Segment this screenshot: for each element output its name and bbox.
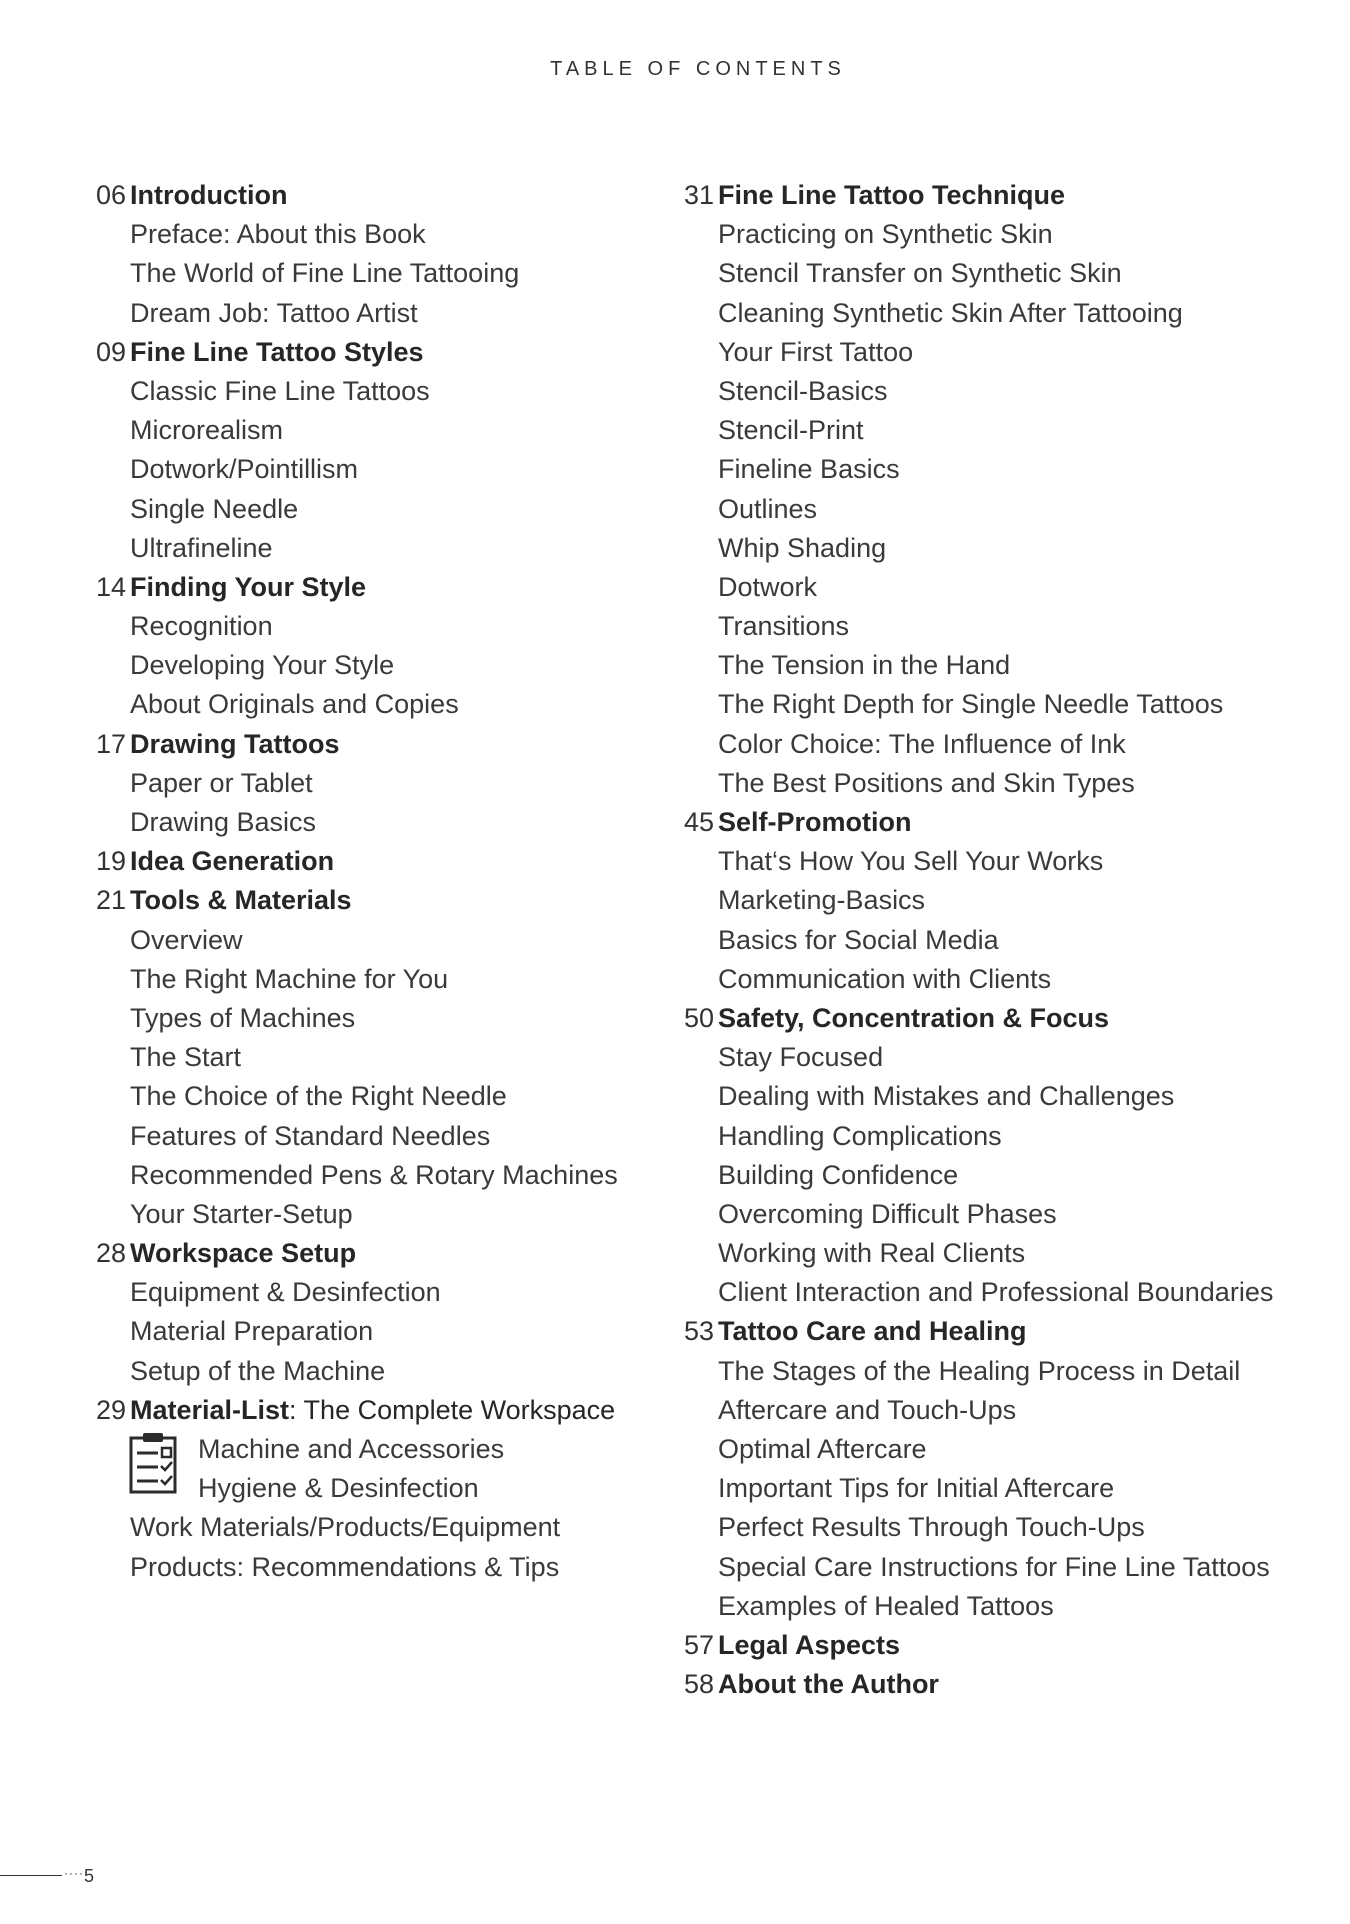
toc-page-number: 58 — [683, 1669, 714, 1700]
toc-subsection-entry[interactable] — [80, 254, 640, 293]
toc-entry-title: Dotwork/Pointillism — [130, 454, 359, 485]
toc-entry-title: Equipment & Desinfection — [130, 1277, 441, 1308]
toc-entry-title: Legal Aspects — [718, 1629, 901, 1660]
page-number: 5 — [84, 1866, 95, 1886]
toc-subsection-entry[interactable] — [668, 1548, 1298, 1587]
toc-subsection-entry[interactable] — [80, 1273, 640, 1312]
toc-page-number: 29 — [95, 1394, 126, 1425]
toc-entry-title: About the Author — [718, 1669, 939, 1700]
toc-entry-title: Examples of Healed Tattoos — [718, 1590, 1054, 1621]
toc-subsection-entry[interactable] — [668, 411, 1298, 450]
toc-entry-title: Working with Real Clients — [718, 1238, 1026, 1269]
toc-entry-title: Preface: About this Book — [130, 219, 426, 250]
clipboard-checklist-icon — [128, 1431, 180, 1495]
toc-entry-title: Drawing Tattoos — [130, 728, 340, 759]
toc-subsection-entry[interactable] — [668, 1156, 1298, 1195]
toc-entry-title: Your Starter-Setup — [130, 1198, 353, 1229]
toc-subsection-entry[interactable] — [80, 921, 640, 960]
toc-subsection-entry[interactable] — [80, 607, 640, 646]
toc-subsection-entry[interactable] — [80, 646, 640, 685]
toc-subsection-entry[interactable] — [80, 999, 640, 1038]
toc-subsection-entry[interactable] — [80, 450, 640, 489]
toc-entry-title: Perfect Results Through Touch-Ups — [718, 1512, 1145, 1543]
toc-subsection-entry[interactable] — [668, 1273, 1298, 1312]
toc-entry-title: Stay Focused — [718, 1042, 884, 1073]
toc-subsection-entry[interactable] — [668, 685, 1298, 724]
toc-chapter-entry[interactable] — [80, 333, 640, 372]
toc-subsection-entry[interactable] — [668, 607, 1298, 646]
toc-entry-title: Idea Generation — [130, 846, 335, 877]
toc-entry-title: Workspace Setup — [130, 1238, 357, 1269]
toc-entry-title: Paper or Tablet — [130, 767, 313, 798]
toc-entry-title: The World of Fine Line Tattooing — [130, 258, 520, 289]
toc-subsection-entry[interactable] — [80, 529, 640, 568]
toc-subsection-entry[interactable] — [668, 372, 1298, 411]
toc-entry-title: Setup of the Machine — [130, 1355, 386, 1386]
toc-entry-title: Marketing-Basics — [718, 885, 926, 916]
toc-entry-title: Optimal Aftercare — [718, 1434, 927, 1464]
toc-entry-title: Recognition — [130, 611, 273, 642]
toc-chapter-entry[interactable] — [668, 176, 1298, 215]
toc-entry-title: Overcoming Difficult Phases — [718, 1198, 1057, 1229]
toc-entry-title: The Best Positions and Skin Types — [718, 767, 1135, 798]
toc-page-number: 19 — [95, 846, 126, 877]
toc-subsection-entry[interactable] — [668, 294, 1298, 333]
toc-subsection-entry[interactable] — [668, 1587, 1298, 1626]
toc-subsection-entry[interactable] — [668, 529, 1298, 568]
toc-entry-title: Stencil-Basics — [718, 375, 888, 406]
toc-entry-title: Stencil Transfer on Synthetic Skin — [718, 258, 1122, 289]
toc-page-number: 17 — [95, 728, 126, 759]
toc-entry-title: Basics for Social Media — [718, 924, 999, 955]
toc-entry-title: Developing Your Style — [130, 650, 395, 681]
toc-entry-title: Dream Job: Tattoo Artist — [130, 297, 418, 328]
toc-entry-title — [130, 1391, 615, 1430]
toc-chapter-entry[interactable] — [668, 1626, 1298, 1665]
toc-subsection-entry[interactable] — [668, 725, 1298, 764]
toc-entry-title: Microrealism — [130, 415, 284, 446]
toc-page-number: 53 — [683, 1316, 714, 1347]
toc-entry-title: Aftercare and Touch-Ups — [718, 1394, 1017, 1425]
toc-subsection-entry[interactable] — [668, 568, 1298, 607]
toc-entry-title: Finding Your Style — [130, 571, 367, 602]
toc-entry-title: Self-Promotion — [718, 807, 912, 837]
toc-entry-title: Fine Line Tattoo Technique — [718, 180, 1065, 210]
toc-subsection-entry[interactable] — [668, 921, 1298, 960]
toc-entry-title: The Right Depth for Single Needle Tattoos — [718, 689, 1224, 720]
toc-chapter-entry[interactable] — [668, 999, 1298, 1038]
toc-subsection-entry[interactable] — [80, 1195, 640, 1234]
toc-chapter-entry[interactable] — [80, 842, 640, 881]
toc-entry-title: Outlines — [718, 493, 818, 524]
toc-chapter-entry[interactable] — [80, 1391, 640, 1430]
toc-entry-title-bold: Material-List — [130, 1394, 290, 1425]
toc-entry-title: Ultrafineline — [130, 532, 273, 563]
toc-entry-title: Handling Complications — [718, 1120, 1002, 1151]
toc-entry-title: About Originals and Copies — [130, 689, 459, 720]
toc-entry-title: Whip Shading — [718, 532, 887, 563]
toc-entry-title: Classic Fine Line Tattoos — [130, 375, 430, 406]
toc-subsection-entry[interactable] — [80, 1156, 640, 1195]
toc-entry-title: Introduction — [130, 180, 288, 210]
toc-subsection-entry[interactable] — [668, 646, 1298, 685]
toc-subsection-entry[interactable] — [80, 764, 640, 803]
toc-right-column — [668, 176, 1298, 1704]
toc-page-number: 06 — [95, 180, 126, 210]
toc-page-number: 50 — [683, 1002, 714, 1033]
toc-page-number: 14 — [95, 571, 126, 602]
toc-entry-title: Work Materials/Products/Equipment — [130, 1512, 561, 1543]
toc-subsection-entry[interactable] — [80, 1117, 640, 1156]
toc-entry-title: Features of Standard Needles — [130, 1120, 491, 1151]
toc-entry-title: Hygiene & Desinfection — [198, 1473, 479, 1504]
toc-chapter-entry[interactable] — [668, 803, 1298, 842]
toc-entry-title: Material Preparation — [130, 1316, 374, 1347]
toc-subsection-entry[interactable] — [668, 1469, 1298, 1508]
toc-entry-title: Recommended Pens & Rotary Machines — [130, 1159, 618, 1190]
toc-chapter-entry[interactable] — [668, 1312, 1298, 1351]
toc-chapter-entry[interactable] — [668, 1665, 1298, 1704]
toc-subsection-entry[interactable] — [80, 1038, 640, 1077]
toc-subsection-entry[interactable] — [80, 1077, 640, 1116]
toc-entry-title: Special Care Instructions for Fine Line Tattoos — [718, 1551, 1270, 1582]
toc-subsection-entry[interactable] — [668, 254, 1298, 293]
footer-dots: ···· — [64, 1866, 84, 1880]
toc-entry-title: Transitions — [718, 611, 850, 642]
toc-subsection-entry[interactable] — [668, 960, 1298, 999]
toc-entry-title: Safety, Concentration & Focus — [718, 1002, 1110, 1033]
toc-subsection-entry[interactable] — [668, 215, 1298, 254]
toc-subsection-entry[interactable] — [80, 411, 640, 450]
toc-chapter-entry[interactable] — [80, 725, 640, 764]
toc-subsection-entry[interactable] — [668, 881, 1298, 920]
toc-entry-title: The Right Machine for You — [130, 963, 449, 994]
toc-page-number: 09 — [95, 336, 126, 367]
toc-entry-title: That‘s How You Sell Your Works — [718, 846, 1104, 877]
toc-subsection-entry[interactable] — [668, 842, 1298, 881]
toc-entry-title: Practicing on Synthetic Skin — [718, 219, 1053, 250]
toc-subsection-entry[interactable] — [668, 333, 1298, 372]
toc-subsection-entry[interactable] — [80, 294, 640, 333]
toc-entry-title: Your First Tattoo — [718, 336, 914, 367]
page-header: TABLE OF CONTENTS — [550, 58, 846, 80]
toc-entry-title: The Start — [130, 1042, 242, 1073]
toc-entry-title: Communication with Clients — [718, 963, 1052, 994]
toc-subsection-entry[interactable] — [668, 1234, 1298, 1273]
toc-subsection-entry[interactable] — [668, 1038, 1298, 1077]
footer-rule — [0, 1875, 62, 1876]
toc-subsection-entry[interactable] — [668, 1077, 1298, 1116]
toc-subsection-entry[interactable] — [80, 490, 640, 529]
toc-entry-title: Dealing with Mistakes and Challenges — [718, 1081, 1175, 1112]
toc-entry-title: The Stages of the Healing Process in Detail — [718, 1355, 1241, 1386]
toc-entry-title: Types of Machines — [130, 1002, 356, 1033]
toc-left-column — [80, 176, 640, 1587]
toc-subsection-entry[interactable] — [668, 1352, 1298, 1391]
toc-entry-title: Products: Recommendations & Tips — [130, 1551, 560, 1582]
toc-subsection-entry[interactable] — [668, 1195, 1298, 1234]
toc-page-number: 45 — [683, 807, 714, 837]
toc-entry-title: Cleaning Synthetic Skin After Tattooing — [718, 297, 1183, 328]
toc-page-number: 28 — [95, 1238, 126, 1269]
toc-subsection-entry[interactable] — [80, 1548, 640, 1587]
toc-chapter-entry[interactable] — [80, 176, 640, 215]
toc-subsection-entry[interactable] — [668, 1117, 1298, 1156]
toc-subsection-entry[interactable] — [80, 685, 640, 724]
toc-subsection-entry[interactable] — [80, 1312, 640, 1351]
toc-entry-title: Dotwork — [718, 571, 818, 602]
toc-subsection-entry[interactable] — [668, 450, 1298, 489]
toc-entry-title: Fineline Basics — [718, 454, 900, 485]
toc-chapter-entry[interactable] — [80, 881, 640, 920]
toc-entry-title: The Choice of the Right Needle — [130, 1081, 507, 1112]
toc-page-number: 31 — [683, 180, 714, 210]
toc-page-number: 57 — [683, 1629, 714, 1660]
toc-entry-title: Machine and Accessories — [198, 1434, 505, 1464]
toc-page-number: 21 — [95, 885, 126, 916]
toc-entry-title: Client Interaction and Professional Boundaries — [718, 1277, 1274, 1308]
toc-entry-title: Tools & Materials — [130, 885, 352, 916]
toc-subsection-entry[interactable] — [80, 1352, 640, 1391]
toc-subsection-entry[interactable] — [80, 960, 640, 999]
toc-entry-title: Single Needle — [130, 493, 299, 524]
toc-entry-title: Important Tips for Initial Aftercare — [718, 1473, 1115, 1504]
toc-entry-title-rest: : The Complete Workspace — [289, 1394, 616, 1425]
toc-entry-title: Fine Line Tattoo Styles — [130, 336, 424, 367]
toc-entry-title: The Tension in the Hand — [718, 650, 1011, 681]
toc-subsection-entry[interactable] — [668, 1430, 1298, 1469]
toc-subsection-entry[interactable] — [668, 1508, 1298, 1547]
toc-entry-title: Color Choice: The Influence of Ink — [718, 728, 1126, 759]
toc-entry-title: Stencil-Print — [718, 415, 864, 446]
toc-subsection-entry[interactable] — [80, 215, 640, 254]
toc-chapter-entry[interactable] — [80, 568, 640, 607]
toc-subsection-entry[interactable] — [668, 490, 1298, 529]
toc-subsection-entry[interactable] — [80, 1508, 640, 1547]
toc-subsection-entry[interactable] — [80, 372, 640, 411]
toc-chapter-entry[interactable] — [80, 1234, 640, 1273]
toc-entry-title: Overview — [130, 924, 243, 955]
toc-subsection-entry[interactable] — [80, 803, 640, 842]
toc-entry-title: Drawing Basics — [130, 807, 317, 837]
toc-subsection-entry[interactable] — [668, 764, 1298, 803]
toc-subsection-entry[interactable] — [668, 1391, 1298, 1430]
toc-entry-title: Tattoo Care and Healing — [718, 1316, 1027, 1347]
toc-entry-title: Building Confidence — [718, 1159, 959, 1190]
